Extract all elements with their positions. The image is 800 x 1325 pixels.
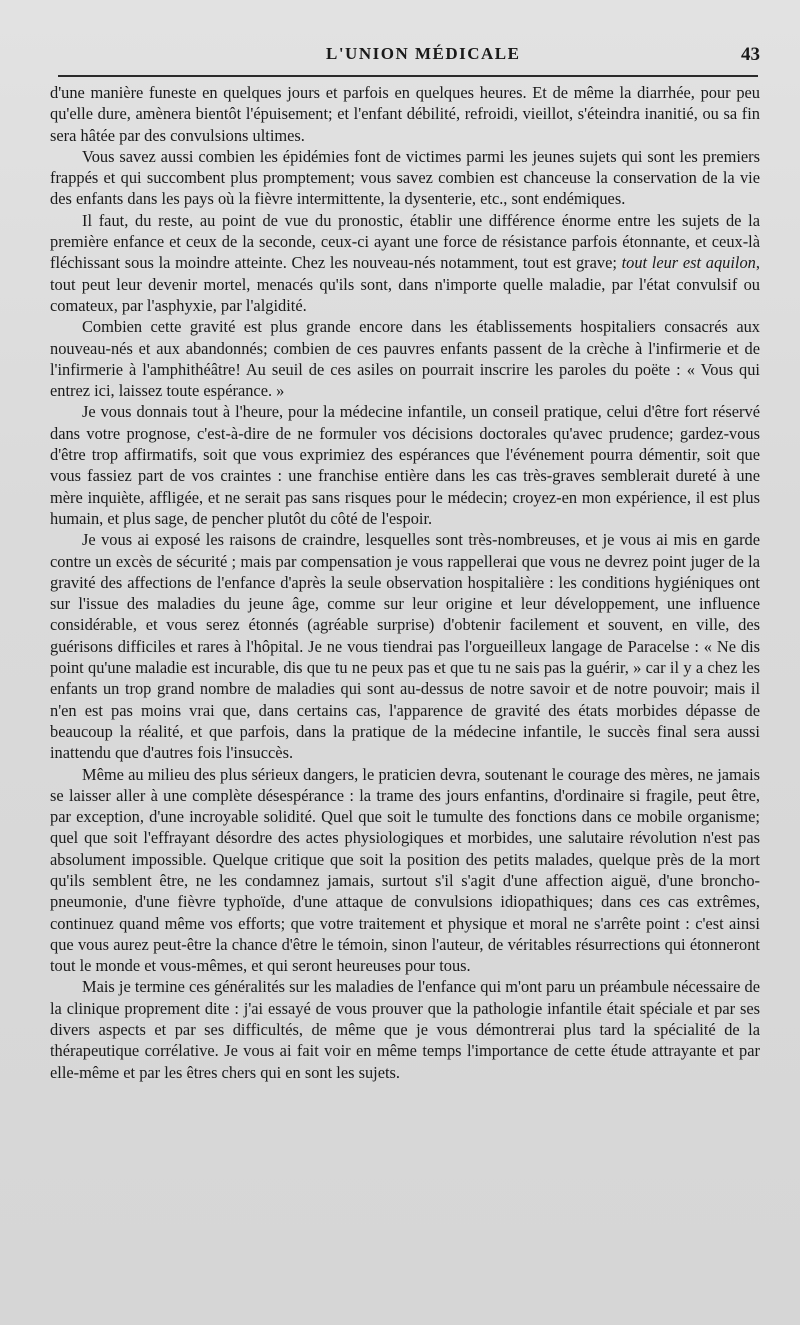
- paragraph-6: Je vous ai exposé les raisons de craindre, lesquelles sont très-nombreuses, et je vous ai mis en garde contre un excès de sécurité ; mais par compensation je vous rappellerai que vous ne devrez point juger de la gravité des affections de l'enfance d'après la seule observation hospitalière : les conditions hygiéniques ont sur l'issue des maladies du jeune âge, comme sur leur origine et leur développement, une influence considérable, et vous serez étonnés (agréable surprise) d'obtenir facilement et souvent, en ville, des guérisons difficiles et rares à l'hôpital. Je ne vous tiendrai pas l'orgueilleux langage de Paracelse : « Ne dis point qu'une maladie est incurable, dis que tu ne peux pas et que tu ne sais pas la guérir, » car il y a chez les enfants un trop grand nombre de maladies qui sont au-dessus de notre savoir et de notre pouvoir; mais il n'en est pas moins vrai que, dans certains cas, l'apparence de gravité des états morbides dépasse de beaucoup la réalité, et que parfois, dans la pratique de la médecine infantile, le succès final sera aussi inattendu que d'autres fois l'insuccès.: [50, 530, 760, 763]
- paragraph-8: Mais je termine ces généralités sur les maladies de l'enfance qui m'ont paru un préambule nécessaire de la clinique proprement dite : j'ai essayé de vous prouver que la pathologie infantile était spéciale et par ses divers aspects et par ses difficultés, de même que je vous démontrerai plus tard la spécialité de la thérapeutique corrélative. Je vous ai fait voir en même temps l'importance de cette étude attrayante et par elle-même et par les êtres chers qui en sont les sujets.: [50, 977, 760, 1082]
- paragraph-3-before: Il faut, du reste, au point de vue du pronostic, établir une différence énorme entre les sujets de la première enfance et ceux de la seconde, ceux-ci ayant une force de résistance parfois étonnante, et ceux-là fléchissant sous la moindre atteinte. Chez les nouveau-nés notamment, tout est grave;: [50, 210, 760, 273]
- paragraph-2: Vous savez aussi combien les épidémies font de victimes parmi les jeunes sujets qui sont les premiers frappés et qui succombent plus promptement; vous savez combien est chanceuse la conservation de la vie des enfants dans les pays où la fièvre intermittente, la dysenterie, etc., sont endémiques.: [50, 146, 760, 209]
- header-rule: [58, 75, 758, 77]
- page-number: 43: [741, 44, 760, 65]
- paragraph-7: Même au milieu des plus sérieux dangers, le praticien devra, soutenant le courage des mères, ne jamais se laisser aller à une complète désespérance : la trame des jours enfantins, d'ordinaire si fragile, peut être, par exception, d'une incroyable solidité. Quel que soit le tumulte des fonctions dans ce mobile organisme; quel que soit l'effrayant désordre des actes physiologiques et morbides, une salutaire révolution n'est pas absolument impossible. Quelque critique que soit la position des petits malades, quelque près de la mort qu'ils semblent être, ne les condamnez jamais, surtout s'il s'agit d'une affection aiguë, d'une broncho-pneumonie, d'une fièvre typhoïde, d'une attaque de convulsions idiopathiques; dans ces cas extrêmes, continuez quand même vos efforts; que votre traitement et physique et moral ne s'arrête point : c'est ainsi que vous aurez peut-être la chance d'être le témoin, sinon l'auteur, de véritables résurrections qui étonneront tout le monde et vous-mêmes, et qui seront heureuses pour tous.: [50, 764, 760, 976]
- paragraph-5: Je vous donnais tout à l'heure, pour la médecine infantile, un conseil pratique, celui d'être fort réservé dans votre prognose, c'est-à-dire de ne formuler vos décisions doctorales qu'avec prudence; gardez-vous d'être trop affirmatifs, soit que vous exprimiez des espérances que l'événement pourra démentir, soit que vous fassiez part de vos craintes : une franchise entière dans les cas très-graves semblerait dureté à une mère inquiète, affligée, et ne serait pas sans risques pour le médecin; croyez-en mon expérience, il est plus humain, et plus sage, de pencher plutôt du côté de l'espoir.: [50, 402, 760, 528]
- paragraph-3-after: , tout peut leur devenir mortel, menacés qu'ils sont, dans n'importe quelle maladie, par l'état convulsif ou comateux, par l'asphyxie, par l'algidité.: [50, 253, 760, 315]
- paragraph-1: d'une manière funeste en quelques jours et parfois en quelques heures. Et de même la diarrhée, pour peu qu'elle dure, amènera bientôt l'épuisement; et l'enfant débilité, refroidi, vieillot, s'éteindra inanitié, ou sa fin sera hâtée par des convulsions ultimes.: [50, 83, 760, 145]
- running-head: [100, 44, 760, 70]
- paragraph-3: [50, 210, 760, 316]
- paragraph-4: Combien cette gravité est plus grande encore dans les établissements hospitaliers consacrés aux nouveau-nés et aux abandonnés; combien de ces pauvres enfants passent de la crèche à l'infirmerie et de l'infirmerie à l'amphithéâtre! Au seuil de ces asiles on pourrait inscrire les paroles du poëte : « Vous qui entrez ici, laissez toute espérance. »: [50, 317, 760, 401]
- running-title: L'UNION MÉDICALE: [326, 44, 521, 63]
- paragraph-3-italic-quote: tout leur est aquilon: [621, 253, 756, 273]
- body-text: [50, 82, 760, 1083]
